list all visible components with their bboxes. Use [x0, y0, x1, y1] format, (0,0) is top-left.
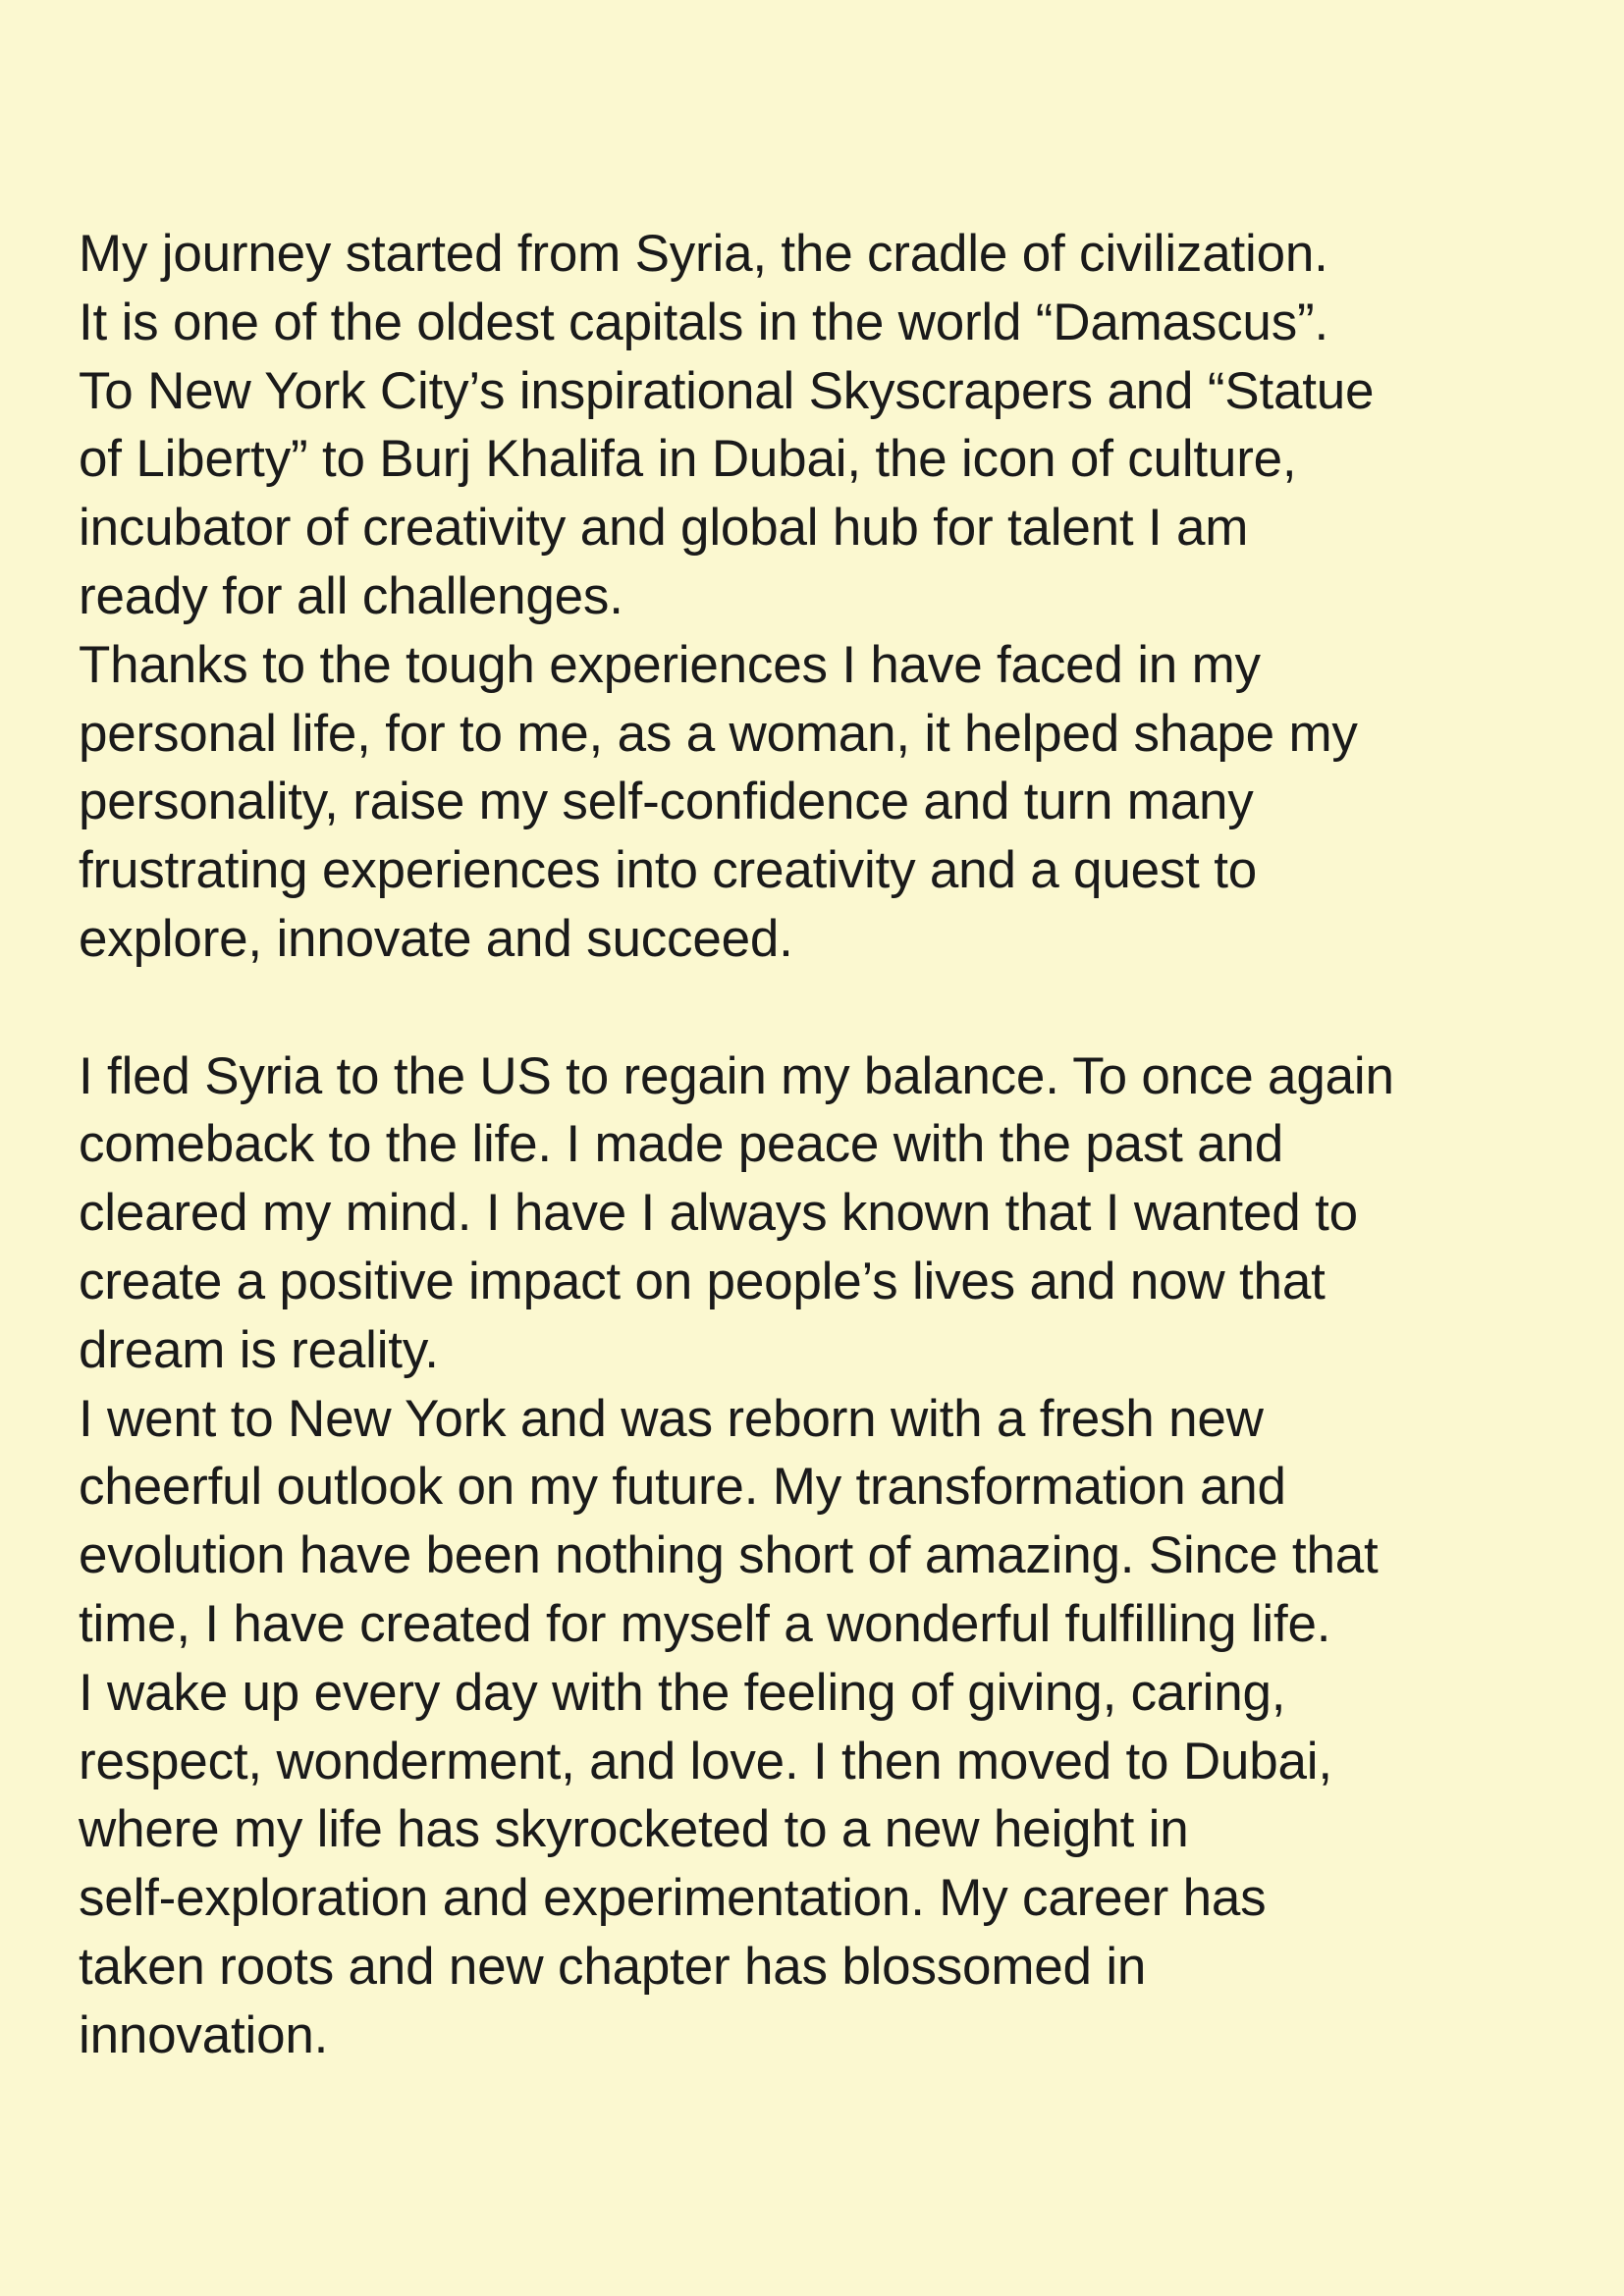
text-line: self-exploration and experimentation. My career has — [79, 1869, 1267, 1928]
text-line: It is one of the oldest capitals in the world “Damascus”. — [79, 293, 1328, 351]
text-line: comeback to the life. I made peace with the past and — [79, 1115, 1283, 1174]
text-line: personal life, for to me, as a woman, it helped shape my — [79, 704, 1358, 763]
text-line: innovation. — [79, 2005, 329, 2064]
paragraph-spacer — [79, 974, 1591, 1042]
text-line: explore, innovate and succeed. — [79, 909, 793, 968]
text-line: ready for all challenges. — [79, 566, 623, 625]
text-line: I went to New York and was reborn with a fresh new — [79, 1389, 1264, 1448]
text-line: I fled Syria to the US to regain my balance. To once again — [79, 1046, 1394, 1105]
text-line: of Liberty” to Burj Khalifa in Dubai, the icon of culture, — [79, 430, 1297, 489]
text-line: evolution have been nothing short of amazing. Since that — [79, 1526, 1379, 1585]
text-line: My journey started from Syria, the cradle of civilization. — [79, 225, 1328, 283]
paragraph-1 — [79, 220, 1591, 974]
text-line: incubator of creativity and global hub for talent I am — [79, 499, 1249, 558]
text-line: frustrating experiences into creativity and a quest to — [79, 841, 1258, 900]
text-line: To New York City’s inspirational Skyscrapers and “Statue — [79, 361, 1375, 420]
body-text — [79, 220, 1591, 2070]
text-line: taken roots and new chapter has blossomed in — [79, 1937, 1147, 1996]
text-line: where my life has skyrocketed to a new height in — [79, 1800, 1189, 1859]
text-line: respect, wonderment, and love. I then moved to Dubai, — [79, 1732, 1332, 1790]
text-line: create a positive impact on people’s lives and now that — [79, 1252, 1326, 1310]
text-line: personality, raise my self-confidence and turn many — [79, 773, 1254, 831]
text-line: cheerful outlook on my future. My transformation and — [79, 1458, 1286, 1517]
text-line: Thanks to the tough experiences I have faced in my — [79, 635, 1261, 694]
text-line: I wake up every day with the feeling of giving, caring, — [79, 1663, 1286, 1722]
text-line: time, I have created for myself a wonderful fulfilling life. — [79, 1594, 1331, 1653]
text-line: dream is reality. — [79, 1320, 439, 1379]
paragraph-2 — [79, 1042, 1591, 2070]
text-line: cleared my mind. I have I always known that I wanted to — [79, 1184, 1358, 1243]
